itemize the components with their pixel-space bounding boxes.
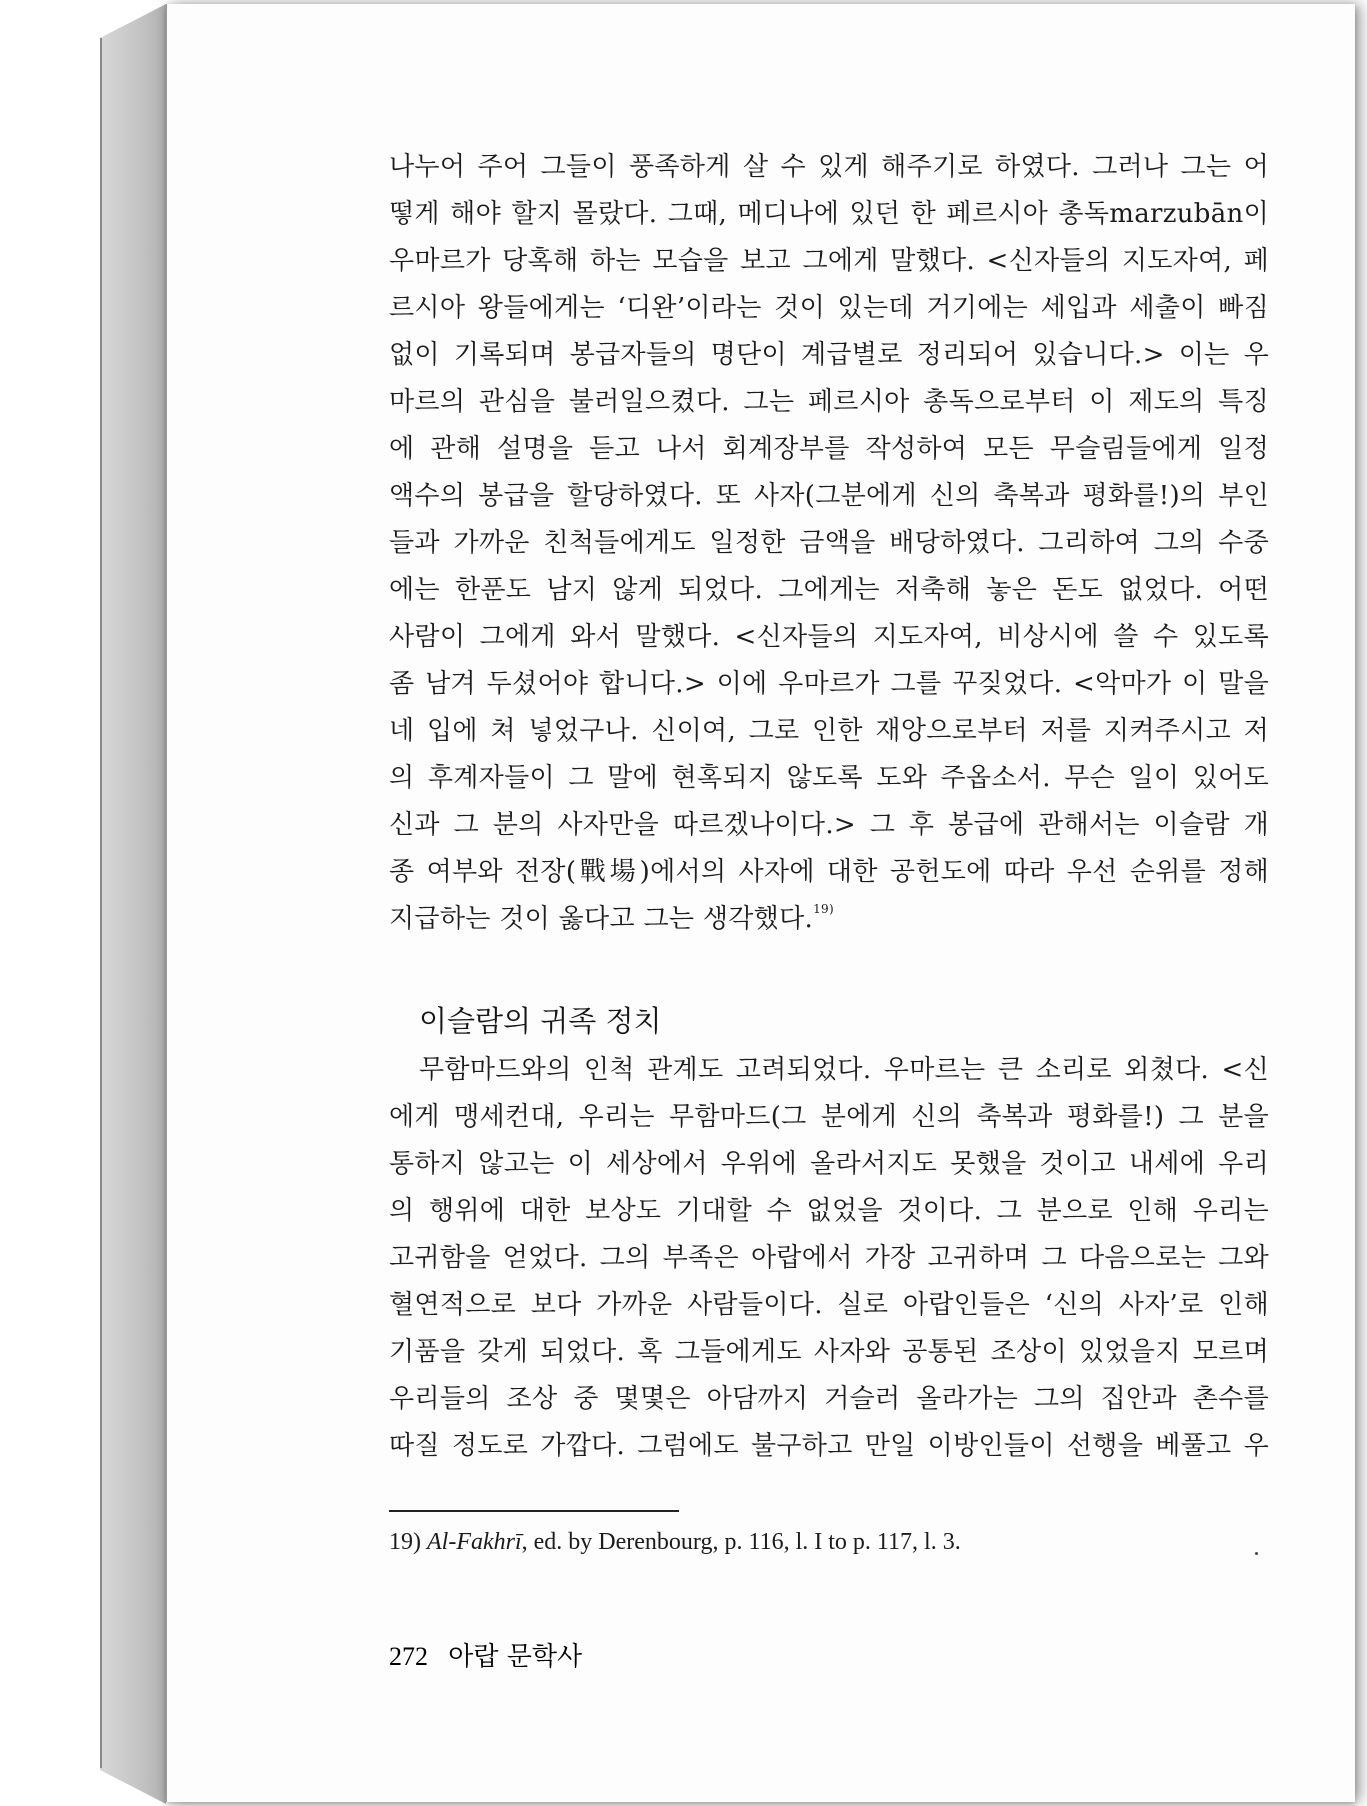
text-line: 무함마드와의 인척 관계도 고려되었다. 우마르는 큰 소리로 외쳤다. <신 [419,1055,1269,1085]
text-line: 혈연적으로 보다 가까운 사람들이다. 실로 아랍인들은 ‘신의 사자’로 인해 [389,1290,1269,1320]
text-line: 에 관해 설명을 듣고 나서 회계장부를 작성하여 모든 무슬림들에게 일정 [389,434,1269,464]
footnote-source-title: Al-Fakhrī [427,1529,522,1555]
text-line: 네 입에 쳐 넣었구나. 신이여, 그로 인한 재앙으로부터 저를 지켜주시고 저 [389,716,1269,746]
text-line: 사람이 그에게 와서 말했다. <신자들의 지도자여, 비상시에 쓸 수 있도록 [389,622,1269,652]
footnote-citation: , ed. by Derenbourg, p. 116, l. I to p. 117, l. 3. [521,1529,961,1555]
text-line-content: 지급하는 것이 옳다고 그는 생각했다. [389,904,814,934]
section-heading: 이슬람의 귀족 정치 [419,1004,662,1038]
text-line: 우마르가 당혹해 하는 모습을 보고 그에게 말했다. <신자들의 지도자여, 페 [389,246,1269,276]
page-footer [389,1636,582,1673]
text-line: 고귀함을 얻었다. 그의 부족은 아랍에서 가장 고귀하며 그 다음으로는 그와 [389,1243,1269,1273]
text-line: 의 후계자들이 그 말에 현혹되지 않도록 도와 주옵소서. 무슨 일이 있어도 [389,763,1269,793]
text-line: 종 여부와 전장(戰場)에서의 사자에 대한 공헌도에 따라 우선 순위를 정해 [389,857,1269,887]
page-content [389,144,1269,1560]
text-line: 에는 한푼도 남지 않게 되었다. 그에게는 저축해 놓은 돈도 없었다. 어떤 [389,575,1269,605]
text-line: 따질 정도로 가깝다. 그럼에도 불구하고 만일 이방인들이 선행을 베풀고 우 [389,1431,1269,1461]
text-line: 마르의 관심을 불러일으켰다. 그는 페르시아 총독으로부터 이 제도의 특징 [389,387,1269,417]
speck-mark [1255,1552,1258,1555]
text-line: 르시아 왕들에게는 ‘디완’이라는 것이 있는데 거기에는 세입과 세출이 빠짐 [389,293,1269,323]
book-page [166,4,1355,1802]
book-spine [100,4,166,1804]
page-number: 272 [389,1642,428,1671]
footnote-reference[interactable]: 19) [813,902,834,916]
running-title: 아랍 문학사 [448,1642,583,1672]
text-line: 통하지 않고는 이 세상에서 우위에 올라서지도 못했을 것이고 내세에 우리 [389,1149,1269,1179]
text-line: 의 행위에 대한 보상도 기대할 수 없었을 것이다. 그 분으로 인해 우리는 [389,1196,1269,1226]
spine-edge [100,38,102,1768]
paragraph-2 [389,1047,1269,1470]
text-line: 나누어 주어 그들이 풍족하게 살 수 있게 해주기로 하였다. 그러나 그는 어 [389,152,1269,182]
text-line: 떻게 해야 할지 몰랐다. 그때, 메디나에 있던 한 페르시아 총독marzubān이 [389,199,1269,229]
paragraph-1 [389,144,1269,943]
text-line-last [389,896,1269,943]
footnote [389,1524,1269,1560]
text-line: 우리들의 조상 중 몇몇은 아담까지 거슬러 올라가는 그의 집안과 촌수를 [389,1384,1269,1414]
text-line: 좀 남겨 두셨어야 합니다.> 이에 우마르가 그를 꾸짖었다. <악마가 이 말을 [389,669,1269,699]
text-line: 신과 그 분의 사자만을 따르겠나이다.> 그 후 봉급에 관해서는 이슬람 개 [389,810,1269,840]
text-line: 액수의 봉급을 할당하였다. 또 사자(그분에게 신의 축복과 평화를!)의 부인 [389,481,1269,511]
text-line: 에게 맹세컨대, 우리는 무함마드(그 분에게 신의 축복과 평화를!) 그 분을 [389,1102,1269,1132]
footnote-divider [389,1510,679,1512]
footnote-number: 19) [389,1529,421,1555]
text-line: 들과 가까운 친척들에게도 일정한 금액을 배당하였다. 그리하여 그의 수중 [389,528,1269,558]
text-line: 없이 기록되며 봉급자들의 명단이 계급별로 정리되어 있습니다.> 이는 우 [389,340,1269,370]
text-line: 기품을 갖게 되었다. 혹 그들에게도 사자와 공통된 조상이 있었을지 모르며 [389,1337,1269,1367]
